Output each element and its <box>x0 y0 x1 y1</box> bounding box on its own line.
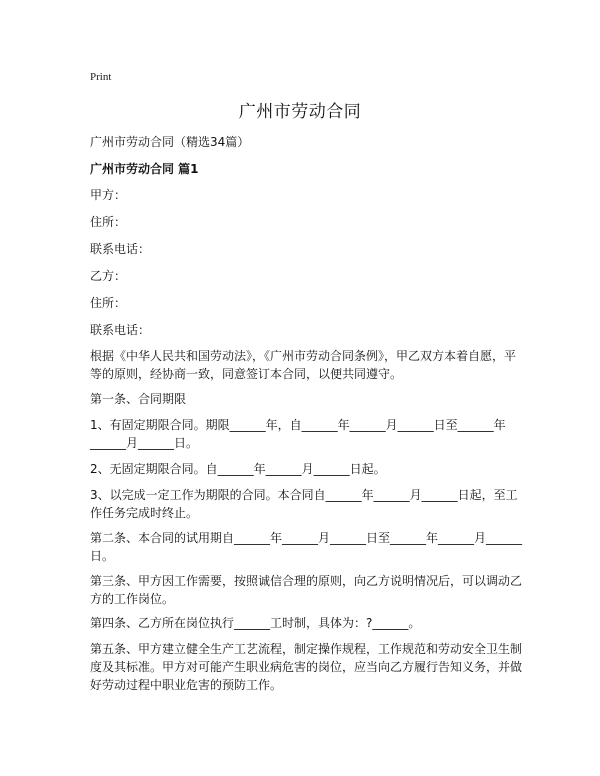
address-b-label: 住所： <box>90 296 127 310</box>
phone-a-label: 联系电话： <box>90 242 151 256</box>
party-b-label: 乙方： <box>90 269 127 283</box>
article-1-title: 第一条、合同期限 <box>90 392 187 406</box>
section-heading: 广州市劳动合同 篇1 <box>90 162 199 176</box>
party-a-label: 甲方： <box>90 188 127 202</box>
article-3: 第三条、甲方因工作需要，按照诚信合理的原则，向乙方说明情况后，可以调动乙方的工作岗位。 <box>90 574 523 606</box>
article-1-item-3: 3、以完成一定工作为期限的合同。本合同自______年______月______日起，至工作任务完成时终止。 <box>90 488 518 520</box>
article-1-item-1: 1、有固定期限合同。期限______年，自______年______月______日至______年______月______日。 <box>90 418 506 450</box>
phone-b-label: 联系电话： <box>90 323 151 337</box>
article-1-item-2: 2、无固定期限合同。自______年______月______日起。 <box>90 462 386 476</box>
intro-paragraph: 根据《中华人民共和国劳动法》，《广州市劳动合同条例》，甲乙双方本着自愿，平等的原则，经协商一致，同意签订本合同，以便共同遵守。 <box>90 349 517 381</box>
article-5: 第五条、甲方建立健全生产工艺流程，制定操作规程，工作规范和劳动安全卫生制度及其标准。甲方对可能产生职业病危害的岗位，应当向乙方履行告知义务，并做好劳动过程中职业危害的预防工作。 <box>90 642 523 692</box>
print-label: Print <box>90 71 112 83</box>
address-a-label: 住所： <box>90 215 127 229</box>
article-2: 第二条、本合同的试用期自______年______月______日至______年______月______日。 <box>90 531 523 563</box>
document-subtitle: 广州市劳动合同（精选34篇） <box>90 135 250 149</box>
page-title: 广州市劳动合同 <box>238 102 362 122</box>
article-4: 第四条、乙方所在岗位执行______工时制，具体为：?______。 <box>90 616 421 630</box>
